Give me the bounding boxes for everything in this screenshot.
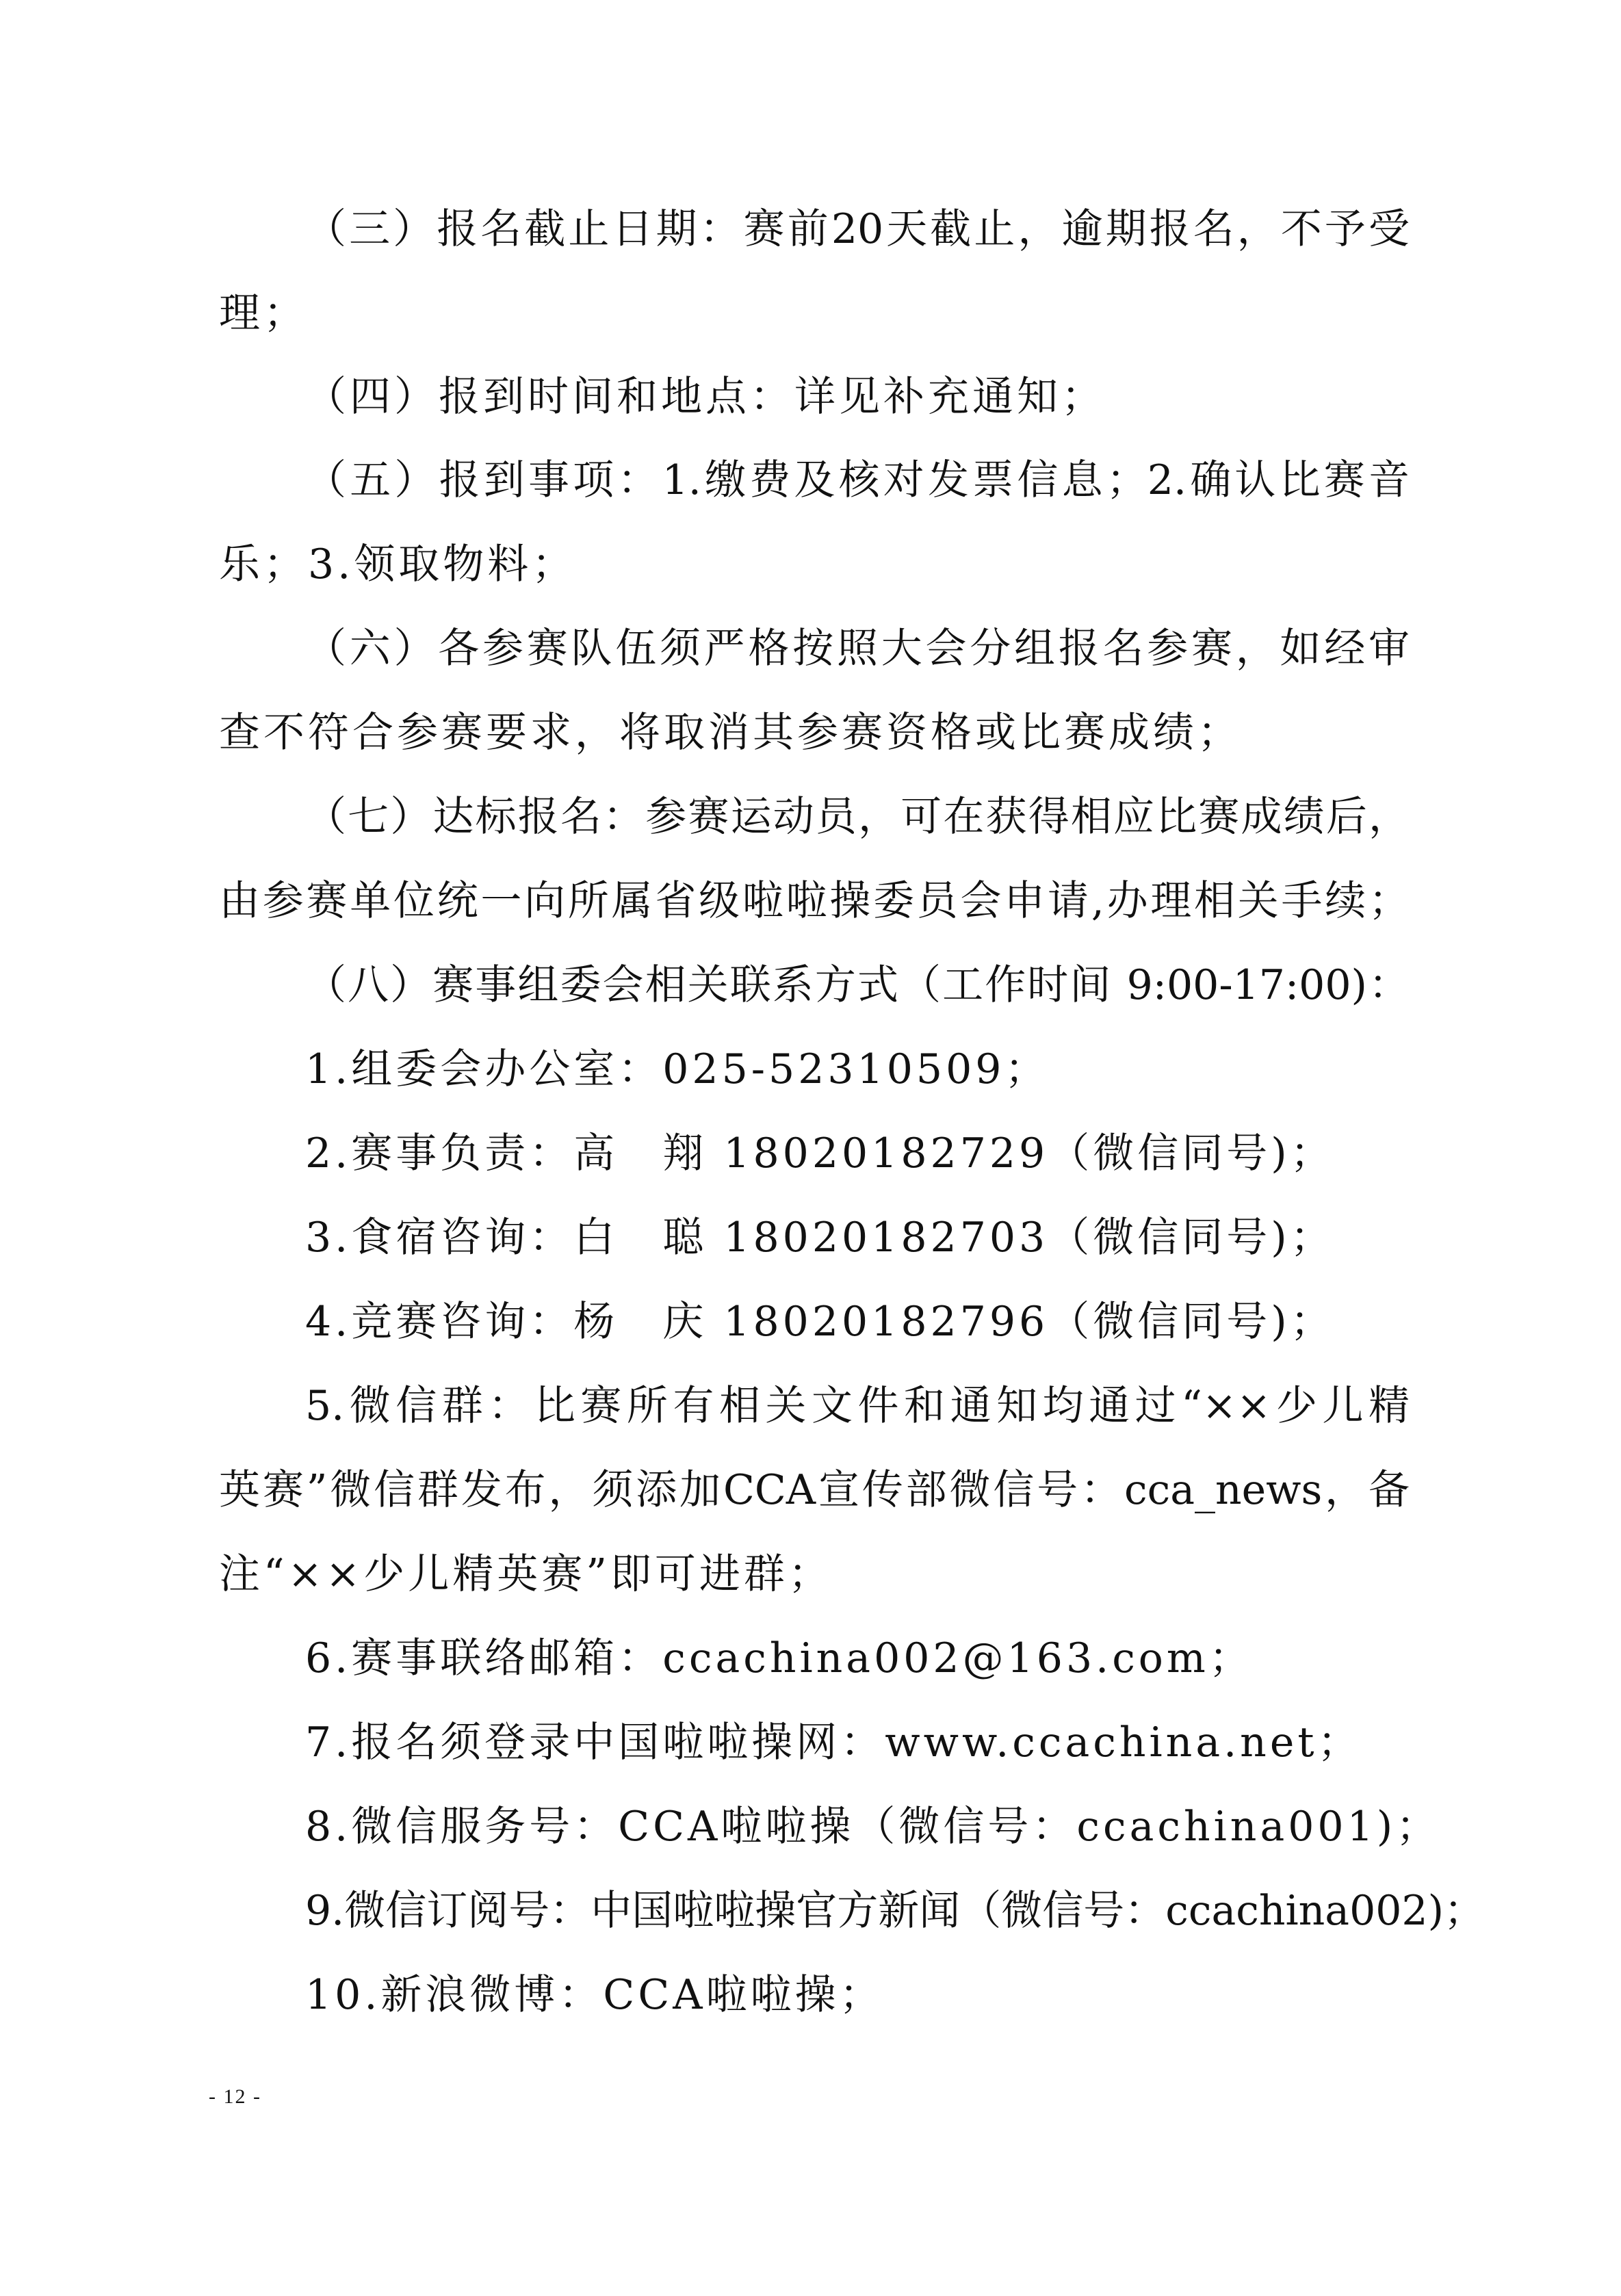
contact-line: 4.竞赛咨询：杨 庆 18020182796（微信同号)； [305, 1298, 1335, 1346]
contact-line: 8.微信服务号：CCA啦啦操（微信号：ccachina001)； [305, 1803, 1441, 1851]
paragraph-line: （七）达标报名：参赛运动员，可在获得相应比赛成绩后， [305, 793, 1410, 841]
contact-line: 5.微信群：比赛所有相关文件和通知均通过“××少儿精 [305, 1382, 1410, 1430]
contact-line: 英赛”微信群发布，须添加CCA宣传部微信号：cca_news，备 [219, 1466, 1410, 1514]
contact-line: 2.赛事负责：高 翔 18020182729（微信同号)； [305, 1130, 1335, 1177]
paragraph-line: （六）各参赛队伍须严格按照大会分组报名参赛，如经审 [305, 625, 1410, 673]
paragraph-line: 由参赛单位统一向所属省级啦啦操委员会申请,办理相关手续； [219, 877, 1410, 925]
paragraph-line: 查不符合参赛要求，将取消其参赛资格或比赛成绩； [219, 709, 1242, 757]
paragraph-line: （三）报名截止日期：赛前20天截止，逾期报名，不予受 [305, 205, 1410, 253]
contact-line: 注“××少儿精英赛”即可进群； [219, 1550, 833, 1598]
page-number: - 12 - [209, 2085, 261, 2108]
paragraph-line: 乐；3.领取物料； [219, 540, 577, 588]
contact-line: 1.组委会办公室：025-52310509； [305, 1045, 1050, 1093]
paragraph-line: （五）报到事项：1.缴费及核对发票信息；2.确认比赛音 [305, 456, 1410, 504]
contact-line: 9.微信订阅号：中国啦啦操官方新闻（微信号：ccachina002)； [305, 1887, 1486, 1935]
contact-line: 10.新浪微博：CCA啦啦操； [305, 1971, 884, 2019]
contact-line: 6.赛事联络邮箱：ccachina002@163.com； [305, 1634, 1254, 1682]
paragraph-line: （八）赛事组委会相关联系方式（工作时间 9:00-17:00)： [305, 961, 1410, 1009]
contact-line: 3.食宿咨询：白 聪 18020182703（微信同号)； [305, 1214, 1335, 1262]
paragraph-line: （四）报到时间和地点：详见补充通知； [305, 373, 1106, 421]
paragraph-line: 理； [219, 289, 308, 337]
contact-line: 7.报名须登录中国啦啦操网：www.ccachina.net； [305, 1719, 1362, 1766]
